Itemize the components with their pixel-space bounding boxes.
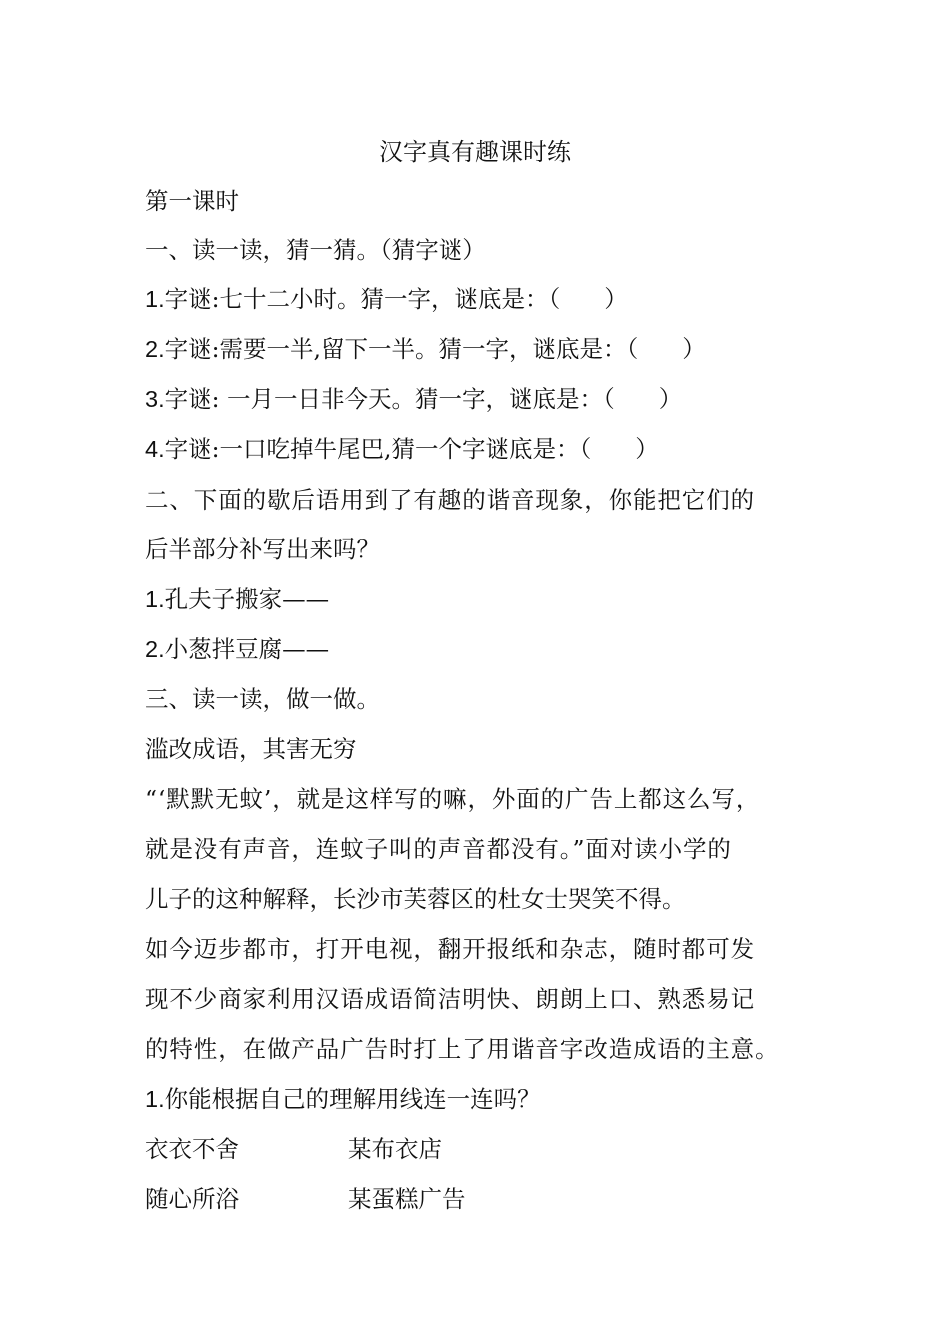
question-text: 你能根据自己的理解用线连一连吗？ [164,1085,541,1113]
section1-heading: 一、读一读，猜一猜。（猜字谜） [145,236,486,264]
riddle-item-4 [145,431,659,467]
item-text: 小葱拌豆腐—— [164,635,330,663]
riddle-number: 3. [145,386,165,412]
riddle-close-paren: ） [658,385,683,413]
item-number: 1. [145,586,165,612]
section2-heading-line2: 后半部分补写出来吗？ [145,535,380,563]
matching-question [145,1081,541,1117]
xiehouyu-item-1 [145,581,329,617]
item-number: 2. [145,636,165,662]
document-title: 汉字真有趣课时练 [379,138,571,166]
riddle-close-paren: ） [635,435,659,463]
article-para1-line1: “‘默默无蚊’，就是这样写的嘛，外面的广告上都这么写， [145,785,761,813]
riddle-close-paren: ） [682,335,706,363]
riddle-item-2 [145,331,706,367]
match-right-2[interactable]: 某蛋糕广告 [348,1185,466,1213]
article-para2-line2: 现不少商家利用汉语成语简洁明快、朗朗上口、熟悉易记 [145,985,755,1013]
match-left-1[interactable]: 衣衣不舍 [145,1135,239,1163]
article-para2-line1: 如今迈步都市，打开电视，翻开报纸和杂志，随时都可发 [145,935,755,963]
article-title: 滥改成语，其害无穷 [145,735,357,763]
item-text: 孔夫子搬家—— [164,585,330,613]
riddle-number: 1. [145,286,165,312]
riddle-text: 字谜:七十二小时。猜一字，谜底是：（ [164,285,561,313]
section2-heading-line1: 二、下面的歇后语用到了有趣的谐音现象，你能把它们的 [145,486,755,514]
riddle-text: 字谜: 一月一日非今天。猜一字，谜底是：（ [164,385,615,413]
article-para1-line3: 儿子的这种解释，长沙市芙蓉区的杜女士哭笑不得。 [145,885,686,913]
riddle-number: 4. [145,436,165,462]
xiehouyu-item-2 [145,631,329,667]
match-right-1[interactable]: 某布衣店 [348,1135,442,1163]
riddle-text: 字谜:一口吃掉牛尾巴,猜一个字谜底是：（ [164,435,592,463]
question-number: 1. [145,1086,165,1112]
riddle-item-3 [145,381,682,417]
riddle-number: 2. [145,336,165,362]
riddle-close-paren: ） [604,285,628,313]
riddle-item-1 [145,281,628,317]
riddle-text: 字谜:需要一半,留下一半。猜一字，谜底是：（ [164,335,639,363]
section3-heading: 三、读一读，做一做。 [145,685,380,713]
article-para1-line2: 就是没有声音，连蚊子叫的声音都没有。”面对读小学的 [145,835,732,863]
match-left-2[interactable]: 随心所浴 [145,1185,239,1213]
article-para2-line3: 的特性，在做产品广告时打上了用谐音字改造成语的主意。 [145,1035,780,1063]
lesson-label: 第一课时 [145,187,239,215]
